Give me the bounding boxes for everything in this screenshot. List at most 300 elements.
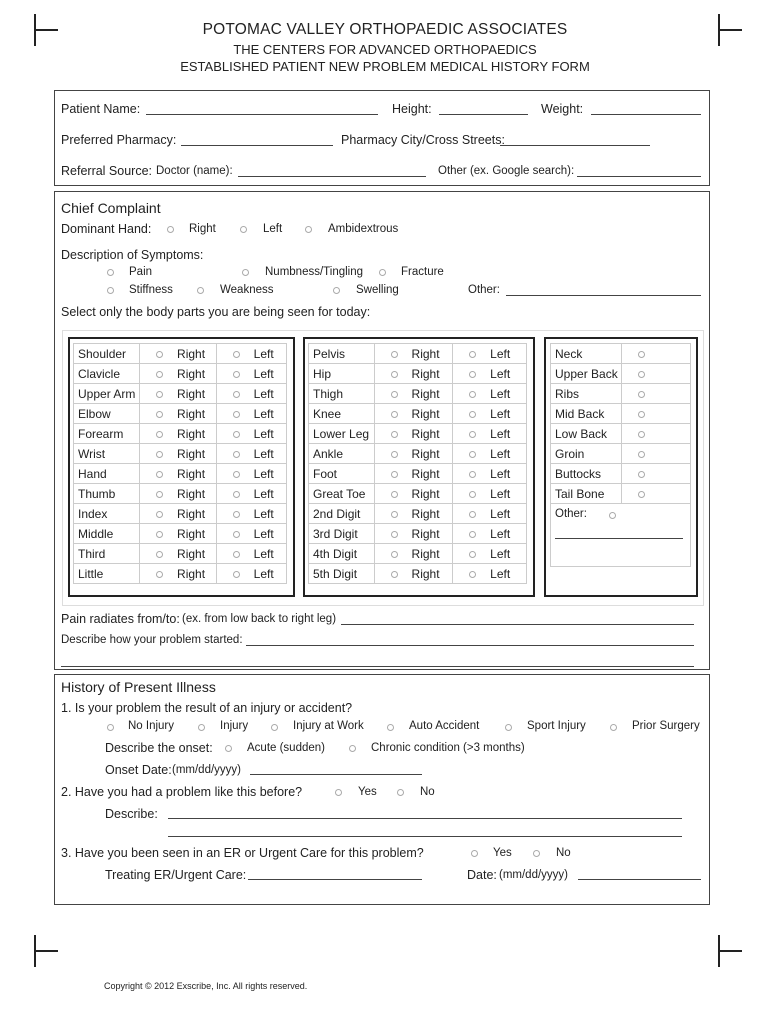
body-part-left-label: Left [253,486,274,501]
q3-no-label: No [556,847,571,859]
body-part-right-label: Right [177,546,206,561]
body-part-right-label: Right [177,386,206,401]
body-part-label: Little [74,564,140,584]
body-part-label: Third [74,544,140,564]
weight-label: Weight: [541,102,584,116]
body-part-left-label: Left [490,366,511,381]
body-part-left-label: Left [490,406,511,421]
acute-label: Acute (sudden) [247,742,325,754]
body-part-left-radio[interactable] [233,491,240,498]
body-part-right-cell [140,504,217,524]
auto-accident-radio[interactable] [387,724,394,731]
injury-radio[interactable] [198,724,205,731]
onset-date-field[interactable] [250,774,422,775]
body-part-left-cell [216,524,286,544]
body-part-right-label: Right [411,386,440,401]
q2-yes-label: Yes [358,786,377,798]
body-part-left-radio[interactable] [233,531,240,538]
q3-yes-label: Yes [493,847,512,859]
injury-work-label: Injury at Work [293,720,364,732]
body-part-label: Elbow [74,404,140,424]
body-part-right-cell [374,364,453,384]
body-part-row [74,464,287,484]
spine-part-radio[interactable] [638,491,645,498]
symptom-weakness-radio[interactable] [197,287,204,294]
spine-row [551,424,691,444]
body-part-left-label: Left [253,366,274,381]
body-part-label: Knee [309,404,375,424]
body-part-left-cell [453,444,527,464]
body-part-right-radio[interactable] [391,351,398,358]
referral-label: Referral Source: [61,164,153,178]
body-part-label: Thigh [309,384,375,404]
body-part-label: Forearm [74,424,140,444]
body-part-right-label: Right [411,366,440,381]
body-part-label: Wrist [74,444,140,464]
body-part-right-radio[interactable] [391,451,398,458]
sport-injury-radio[interactable] [505,724,512,731]
spine-part-label: Tail Bone [551,484,622,504]
body-part-right-cell [374,344,453,364]
body-part-row [309,464,527,484]
body-part-left-cell [216,564,286,584]
body-part-left-radio[interactable] [233,371,240,378]
q3-label: 3. Have you been seen in an ER or Urgent Care for this problem? [61,846,424,860]
copyright: Copyright © 2012 Exscribe, Inc. All rights reserved. [104,981,308,991]
body-part-left-label: Left [490,526,511,541]
body-part-left-label: Left [253,426,274,441]
body-part-left-cell [453,424,527,444]
spine-part-label: Upper Back [551,364,622,384]
body-part-left-cell [216,464,286,484]
q3-no-radio[interactable] [533,850,540,857]
body-part-row [309,344,527,364]
spine-part-label: Low Back [551,424,622,444]
spine-other-field[interactable] [555,538,683,539]
problem-started-label: Describe how your problem started: [61,634,243,646]
body-part-left-radio[interactable] [469,371,476,378]
spine-row [551,384,691,404]
body-part-left-label: Left [253,386,274,401]
body-part-row [74,344,287,364]
body-part-right-cell [140,464,217,484]
treating-field[interactable] [248,879,422,880]
q2-no-label: No [420,786,435,798]
body-part-right-cell [140,444,217,464]
body-part-left-radio[interactable] [233,571,240,578]
body-part-left-radio[interactable] [469,551,476,558]
body-part-right-label: Right [177,566,206,581]
spine-part-radio[interactable] [638,431,645,438]
prior-surgery-label: Prior Surgery [632,720,700,732]
symptom-numbness-radio[interactable] [242,269,249,276]
body-part-right-cell [140,404,217,424]
symptoms-label: Description of Symptoms: [61,248,204,262]
body-part-right-label: Right [177,366,206,381]
body-part-left-cell [453,564,527,584]
injury-work-radio[interactable] [271,724,278,731]
body-part-right-cell [374,524,453,544]
body-part-label: 5th Digit [309,564,375,584]
body-part-left-radio[interactable] [469,411,476,418]
other-referral-field[interactable] [577,176,701,177]
no-injury-radio[interactable] [107,724,114,731]
body-part-right-label: Right [177,466,206,481]
body-part-row [309,384,527,404]
body-part-right-label: Right [177,446,206,461]
body-part-right-radio[interactable] [156,571,163,578]
body-part-left-cell [453,464,527,484]
dominant-left-radio[interactable] [240,226,247,233]
symptom-fracture-label: Fracture [401,266,444,278]
body-part-left-cell [453,344,527,364]
body-part-left-cell [453,524,527,544]
body-part-row [74,424,287,444]
symptom-swelling-radio[interactable] [333,287,340,294]
sport-injury-label: Sport Injury [527,720,586,732]
body-part-left-radio[interactable] [469,511,476,518]
body-part-row [74,384,287,404]
spine-part-radio[interactable] [638,451,645,458]
q1-label: 1. Is your problem the result of an injury or accident? [61,701,353,715]
body-part-right-label: Right [411,406,440,421]
q3-yes-radio[interactable] [471,850,478,857]
body-part-left-cell [453,404,527,424]
dominant-left-label: Left [263,223,283,235]
body-part-right-radio[interactable] [156,471,163,478]
body-part-left-label: Left [490,446,511,461]
body-part-right-radio[interactable] [391,531,398,538]
dominant-ambidextrous-label: Ambidextrous [328,223,399,235]
body-part-left-label: Left [490,566,511,581]
symptom-pain-radio[interactable] [107,269,114,276]
body-part-right-radio[interactable] [391,511,398,518]
spine-row [551,344,691,364]
spine-other-cell [550,503,691,567]
spine-other-label: Other: [555,508,587,520]
body-part-left-label: Left [253,466,274,481]
patient-name-field[interactable] [146,114,378,115]
body-part-right-radio[interactable] [391,551,398,558]
spine-part-cell [622,484,691,504]
body-part-left-cell [216,404,286,424]
dominant-right-radio[interactable] [167,226,174,233]
body-part-left-radio[interactable] [469,471,476,478]
body-part-left-cell [453,484,527,504]
body-part-left-radio[interactable] [233,391,240,398]
spine-part-cell [622,404,691,424]
radiates-hint: (ex. from low back to right leg) [182,613,337,625]
height-field[interactable] [439,114,528,115]
body-part-label: Great Toe [309,484,375,504]
body-part-right-label: Right [177,506,206,521]
body-part-left-cell [216,484,286,504]
body-part-right-radio[interactable] [391,391,398,398]
body-part-right-cell [140,484,217,504]
body-part-left-cell [453,384,527,404]
body-part-right-label: Right [177,406,206,421]
dominant-hand-label: Dominant Hand: [61,222,152,236]
body-part-right-label: Right [411,506,440,521]
body-part-left-radio[interactable] [233,351,240,358]
body-part-right-label: Right [411,346,440,361]
body-part-right-cell [374,404,453,424]
er-date-field[interactable] [578,879,701,880]
body-part-label: Lower Leg [309,424,375,444]
body-part-row [74,404,287,424]
spine-part-radio[interactable] [638,391,645,398]
body-part-row [309,564,527,584]
describe-label: Describe: [105,807,158,821]
body-part-label: 3rd Digit [309,524,375,544]
q2-no-radio[interactable] [397,789,404,796]
body-part-left-radio[interactable] [469,351,476,358]
spine-part-radio[interactable] [638,351,645,358]
body-part-right-radio[interactable] [391,491,398,498]
body-part-right-label: Right [177,486,206,501]
radiates-label: Pain radiates from/to: [61,612,180,626]
spine-table [550,343,691,504]
body-part-row [74,364,287,384]
body-part-left-cell [216,384,286,404]
body-part-label: 4th Digit [309,544,375,564]
body-part-right-cell [140,344,217,364]
body-part-right-cell [140,544,217,564]
body-part-label: Hip [309,364,375,384]
body-part-row [309,424,527,444]
body-part-right-label: Right [411,566,440,581]
body-part-left-cell [216,364,286,384]
describe-field-2[interactable] [168,836,682,837]
body-part-left-label: Left [253,506,274,521]
upper-extremity-table [73,343,287,584]
symptom-pain-label: Pain [129,266,153,278]
body-part-right-cell [374,564,453,584]
spine-part-cell [622,424,691,444]
body-part-right-radio[interactable] [391,411,398,418]
describe-field[interactable] [168,818,682,819]
height-label: Height: [392,102,432,116]
practice-subtitle: THE CENTERS FOR ADVANCED ORTHOPAEDICS [233,42,537,57]
spine-row [551,404,691,424]
er-date-label: Date: [467,868,497,882]
body-part-left-radio[interactable] [233,511,240,518]
body-part-left-label: Left [490,486,511,501]
onset-date-label: Onset Date: [105,763,172,777]
body-part-right-radio[interactable] [391,471,398,478]
q2-yes-radio[interactable] [335,789,342,796]
chief-complaint-title: Chief Complaint [61,200,161,216]
body-part-right-label: Right [177,526,206,541]
symptom-stiffness-label: Stiffness [129,284,173,296]
body-part-right-radio[interactable] [391,571,398,578]
body-part-right-radio[interactable] [156,511,163,518]
dominant-right-label: Right [189,223,216,235]
spine-part-radio[interactable] [638,411,645,418]
body-part-label: Foot [309,464,375,484]
body-part-left-label: Left [490,386,511,401]
body-part-row [309,404,527,424]
body-part-row [309,504,527,524]
body-part-right-cell [140,564,217,584]
body-part-right-label: Right [411,426,440,441]
patient-name-label: Patient Name: [61,102,141,116]
symptom-swelling-label: Swelling [356,284,399,296]
body-part-label: Pelvis [309,344,375,364]
body-part-left-label: Left [253,446,274,461]
body-part-left-cell [216,544,286,564]
onset-date-hint: (mm/dd/yyyy) [172,764,241,776]
body-part-row [309,364,527,384]
body-part-right-radio[interactable] [156,531,163,538]
body-part-right-radio[interactable] [156,411,163,418]
body-part-label: Shoulder [74,344,140,364]
registration-mark [34,935,60,967]
body-part-left-cell [216,444,286,464]
body-part-right-label: Right [177,346,206,361]
doctor-field[interactable] [238,176,426,177]
body-part-row [74,564,287,584]
er-date-hint: (mm/dd/yyyy) [499,869,568,881]
symptom-other-label: Other: [468,284,500,296]
body-part-right-radio[interactable] [156,491,163,498]
doctor-label: Doctor (name): [156,165,233,177]
weight-field[interactable] [591,114,701,115]
problem-started-field[interactable] [246,645,694,646]
body-part-label: Ankle [309,444,375,464]
symptom-stiffness-radio[interactable] [107,287,114,294]
body-part-right-label: Right [177,426,206,441]
body-part-right-radio[interactable] [156,351,163,358]
body-part-right-cell [140,524,217,544]
hpi-title: History of Present Illness [61,679,216,695]
chronic-label: Chronic condition (>3 months) [371,742,525,754]
select-body-parts-label: Select only the body parts you are being seen for today: [61,305,371,319]
spine-other-radio[interactable] [609,512,616,519]
pharmacy-city-field[interactable] [500,145,650,146]
body-part-left-radio[interactable] [469,431,476,438]
spine-part-label: Buttocks [551,464,622,484]
body-part-label: Thumb [74,484,140,504]
spine-part-cell [622,344,691,364]
spine-part-cell [622,444,691,464]
symptom-other-field[interactable] [506,295,701,296]
body-part-left-cell [453,504,527,524]
body-part-right-label: Right [411,526,440,541]
body-part-left-radio[interactable] [469,571,476,578]
body-part-left-label: Left [490,346,511,361]
body-part-right-radio[interactable] [156,431,163,438]
body-part-row [74,504,287,524]
chronic-radio[interactable] [349,745,356,752]
dominant-ambidextrous-radio[interactable] [305,226,312,233]
body-part-left-radio[interactable] [233,471,240,478]
onset-label: Describe the onset: [105,741,213,755]
body-part-right-radio[interactable] [391,371,398,378]
body-part-right-radio[interactable] [156,391,163,398]
injury-label: Injury [220,720,249,732]
form-title: ESTABLISHED PATIENT NEW PROBLEM MEDICAL HISTORY FORM [180,59,590,74]
spine-row [551,464,691,484]
q2-label: 2. Have you had a problem like this before? [61,785,303,799]
body-part-left-label: Left [253,526,274,541]
acute-radio[interactable] [225,745,232,752]
radiates-field[interactable] [341,624,694,625]
body-part-left-radio[interactable] [233,451,240,458]
registration-mark [718,935,744,967]
body-part-row [74,484,287,504]
spine-part-label: Ribs [551,384,622,404]
symptom-fracture-radio[interactable] [379,269,386,276]
spine-part-radio[interactable] [638,471,645,478]
body-part-right-cell [374,504,453,524]
prior-surgery-radio[interactable] [610,724,617,731]
body-part-row [309,544,527,564]
treating-label: Treating ER/Urgent Care: [105,868,247,882]
body-part-left-radio[interactable] [233,411,240,418]
body-part-left-cell [216,344,286,364]
spine-row [551,364,691,384]
body-part-row [74,444,287,464]
symptom-numbness-label: Numbness/Tingling [265,266,364,278]
spine-part-cell [622,464,691,484]
body-part-right-label: Right [411,446,440,461]
body-part-label: 2nd Digit [309,504,375,524]
body-part-left-label: Left [490,426,511,441]
spine-part-radio[interactable] [638,371,645,378]
body-part-row [309,444,527,464]
body-part-left-radio[interactable] [469,531,476,538]
body-part-left-radio[interactable] [469,451,476,458]
auto-accident-label: Auto Accident [409,720,480,732]
spine-part-cell [622,364,691,384]
body-part-right-radio[interactable] [156,371,163,378]
no-injury-label: No Injury [128,720,175,732]
body-part-label: Middle [74,524,140,544]
body-part-row [309,484,527,504]
lower-extremity-table [308,343,527,584]
body-part-left-radio[interactable] [469,391,476,398]
body-part-right-radio[interactable] [156,451,163,458]
body-part-right-cell [140,364,217,384]
body-part-left-label: Left [253,566,274,581]
body-part-label: Hand [74,464,140,484]
body-part-right-cell [374,464,453,484]
spine-row [551,484,691,504]
body-part-label: Clavicle [74,364,140,384]
body-part-right-label: Right [411,546,440,561]
other-referral-label: Other (ex. Google search): [438,165,575,177]
body-part-right-cell [374,384,453,404]
body-part-left-cell [453,544,527,564]
body-part-right-radio[interactable] [156,551,163,558]
body-part-left-radio[interactable] [233,431,240,438]
body-part-left-label: Left [253,406,274,421]
body-part-left-cell [453,364,527,384]
spine-part-label: Neck [551,344,622,364]
body-part-right-label: Right [411,486,440,501]
body-part-left-label: Left [490,506,511,521]
body-part-right-cell [374,424,453,444]
body-part-right-radio[interactable] [391,431,398,438]
body-part-left-radio[interactable] [469,491,476,498]
body-part-left-radio[interactable] [233,551,240,558]
problem-started-field-2[interactable] [61,666,694,667]
body-part-right-cell [140,424,217,444]
body-part-right-cell [140,384,217,404]
pharmacy-field[interactable] [181,145,333,146]
body-part-left-cell [216,424,286,444]
